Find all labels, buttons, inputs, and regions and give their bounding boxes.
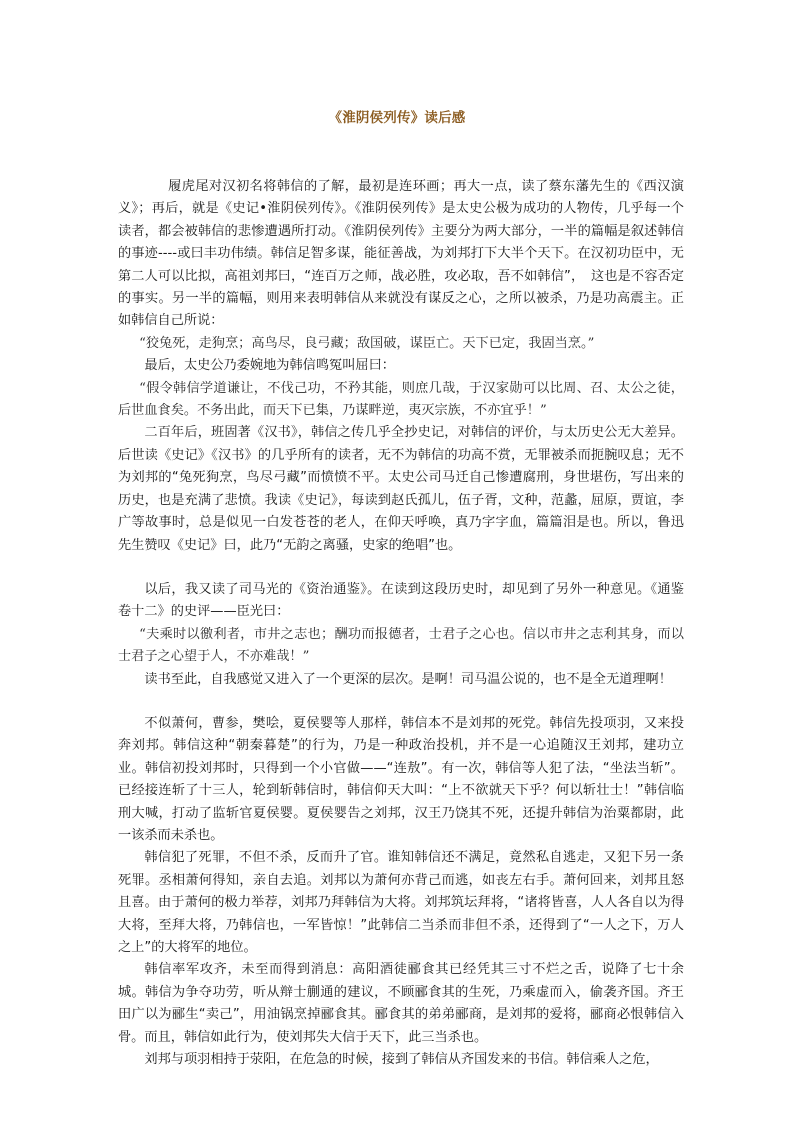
document-title: 《淮阴侯列传》读后感 — [328, 110, 466, 126]
paragraph: 韩信犯了死罪，不但不杀，反而升了官。谁知韩信还不满足，竟然私自逃走，又犯下另一条死罪。丞相萧何得知，亲自去追。刘邦以为萧何亦背己而逃，如丧左右手。萧何回来，刘邦且怒且喜。由于萧何的极力举荐，刘邦乃拜韩信为大将。刘邦筑坛拜将，“诸将皆喜，人人各自以为得大将，至拜大将，乃韩信也，一军皆惊！”此韩信二当杀而非但不杀，还得到了“一人之下，万人之上”的大将军的地位。 — [118, 850, 684, 955]
paragraph-gap — [118, 557, 684, 579]
paragraph: 韩信率军攻齐，未至而得到消息：高阳酒徒郦食其已经凭其三寸不烂之舌，说降了七十余城。韩信为争夺功劳，听从辩士蒯通的建议，不顾郦食其的生死，乃乘虚而入，偷袭齐国。齐王田广以为郦生“卖己”，用油锅烹掉郦食其。郦食其的弟弟郦商，是刘邦的爱将，郦商必恨韩信入骨。而且，韩信如此行为，使刘邦失大信于天下，此三当杀也。 — [118, 962, 684, 1045]
document-body — [118, 176, 684, 1071]
paragraph: 读书至此，自我感觉又进入了一个更深的层次。是啊！司马温公说的，也不是全无道理啊！ — [144, 671, 672, 687]
quote-paragraph: “夫乘时以徼利者，市井之志也；酬功而报德者，士君子之心也。信以市井之志利其身，而以士君子之心望于人，不亦难哉！” — [118, 626, 684, 665]
paragraph-gap — [118, 691, 684, 713]
paragraph: 刘邦与项羽相持于荥阳，在危急的时候，接到了韩信从齐国发来的书信。韩信乘人之危， — [144, 1052, 659, 1068]
paragraph: 不似萧何，曹参，樊哙，夏侯婴等人那样，韩信本不是刘邦的死党。韩信先投项羽，又来投奔刘邦。韩信这种“朝秦暮楚”的行为，乃是一种政治投机，并不是一心追随汉王刘邦，建功立业。韩信初投刘邦时，只得到一个小官做——“连敖”。有一次，韩信等人犯了法，“坐法当斩”。已经接连斩了十三人，轮到斩韩信时，韩信仰天大叫：“上不欲就天下乎？何以斩壮士！”韩信临刑大喊，打动了监斩官夏侯婴。夏侯婴告之刘邦，汉王乃饶其不死，还提升韩信为治粟都尉，此一该杀而未杀也。 — [118, 715, 684, 843]
quote-paragraph: “假令韩信学道谦让，不伐己功，不矜其能，则庶几哉，于汉家勋可以比周、召、太公之徒，后世血食矣。不务出此，而天下已集，乃谋畔逆，夷灭宗族，不亦宜乎！” — [118, 380, 684, 419]
paragraph: 以后，我又读了司马光的《资治通鉴》。在读到这段历史时，却见到了另外一种意见。《通鉴卷十二》的史评——臣光曰： — [118, 581, 684, 620]
paragraph: 履虎尾对汉初名将韩信的了解，最初是连环画；再大一点，读了蔡东藩先生的《西汉演义》；再后，就是《史记•淮阴侯列传》。《淮阴侯列传》是太史公极为成功的人物传，几乎每一个读者，都会被韩信的悲惨遭遇所打动。《淮阴侯列传》主要分为两大部分，一半的篇幅是叙述韩信的事迹----或曰丰功伟绩。韩信足智多谋，能征善战，为刘邦打下大半个天下。在汉初功臣中，无第二人可以比拟，高祖刘邦曰，“连百万之师，战必胜，攻必取，吾不如韩信”， 这也是不容否定的事实。另一半的篇幅，则用来表明韩信从来就没有谋反之心，之所以被杀，乃是功高震主。正如韩信自己所说： — [118, 179, 684, 329]
paragraph: 最后，太史公乃委婉地为韩信鸣冤叫屈曰： — [144, 358, 395, 374]
paragraph: 二百年后，班固著《汉书》，韩信之传几乎全抄史记，对韩信的评价，与太历史公无大差异。后世读《史记》《汉书》的几乎所有的读者，无不为韩信的功高不赏，无罪被杀而扼腕叹息；无不为刘邦的“兔死狗烹，鸟尽弓藏”而愤愤不平。太史公司马迁自己惨遭腐刑，身世堪伤，写出来的历史，也是充满了悲愤。我读《史记》，每读到赵氏孤儿，伍子胥，文种，范蠡，屈原，贾谊，李广等故事时，总是似见一白发苍苍的老人，在仰天呼唤，真乃字字血，篇篇泪是也。所以，鲁迅先生赞叹《史记》曰，此乃“无韵之离骚，史家的绝唱”也。 — [118, 425, 684, 553]
quote-paragraph: “狡兔死，走狗烹；高鸟尽，良弓藏；敌国破，谋臣亡。天下已定，我固当烹。” — [139, 335, 595, 351]
